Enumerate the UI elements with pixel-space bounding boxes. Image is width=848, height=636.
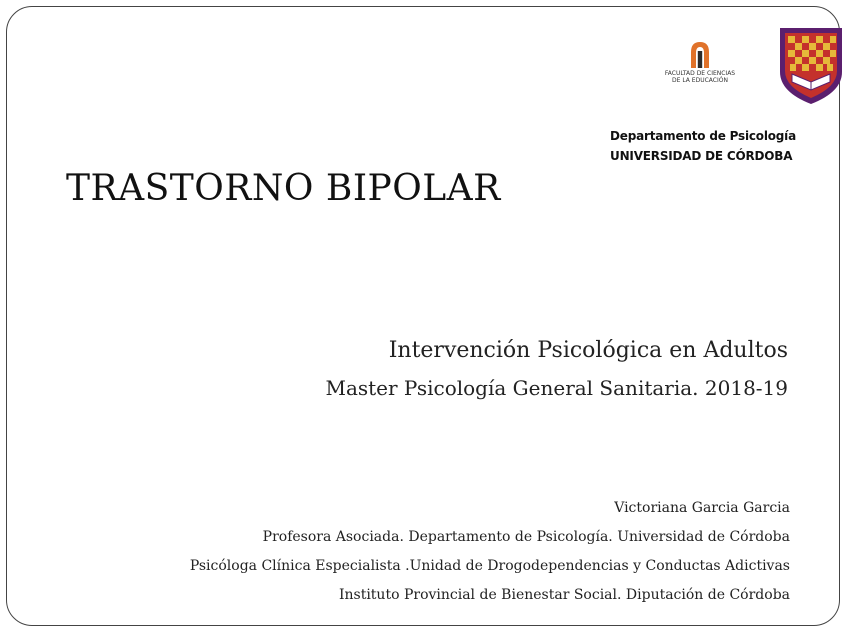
page-title: TRASTORNO BIPOLAR [66, 168, 501, 209]
author-specialty: Psicóloga Clínica Especialista .Unidad de Drogodependencias y Conductas Adictivas [189, 558, 790, 574]
faculty-logo-line1: FACULTAD DE CIENCIAS [664, 70, 736, 77]
faculty-logo-line2: DE LA EDUCACIÓN [672, 77, 728, 84]
department-block [610, 126, 796, 166]
author-institution: Instituto Provincial de Bienestar Social. Diputación de Córdoba [338, 587, 790, 603]
university-name: UNIVERSIDAD DE CÓRDOBA [610, 149, 793, 163]
author-name: Victoriana Garcia Garcia [614, 500, 790, 516]
author-position: Profesora Asociada. Departamento de Psicología. Universidad de Córdoba [262, 529, 790, 545]
department-name: Departamento de Psicología [610, 129, 796, 143]
course-subtitle: Intervención Psicológica en Adultos [388, 338, 788, 363]
university-seal [776, 22, 846, 108]
faculty-logo-text [650, 70, 750, 84]
author-block [90, 494, 790, 610]
program-subtitle: Master Psicología General Sanitaria. 2018-19 [325, 376, 788, 400]
